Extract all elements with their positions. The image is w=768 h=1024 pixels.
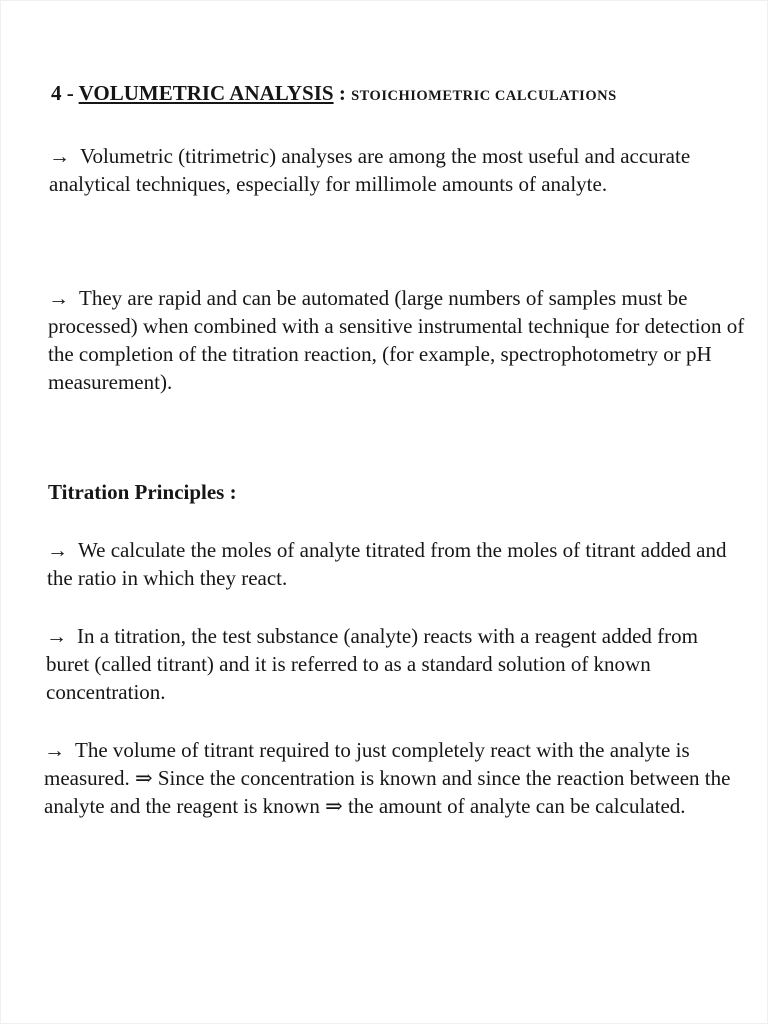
paragraph-text-part2: Since the concentration is known and since the reaction between the analyte and the reagent is known — [44, 766, 731, 818]
implies-arrow-icon: ⇒ — [134, 766, 153, 790]
paragraph-text-part1: The volume of titrant required to just completely react with the analyte is measured. — [44, 738, 690, 790]
title-subtitle: STOICHIOMETRIC CALCULATIONS — [351, 88, 617, 104]
right-arrow-icon: → — [48, 286, 69, 310]
paragraph-text: Volumetric (titrimetric) analyses are among the most useful and accurate analytical techniques, especially for millimole amounts of analyte. — [49, 144, 691, 196]
paragraph-moles-calculation — [47, 536, 747, 592]
title-separator: : — [333, 81, 352, 105]
section-number: 4 - — [51, 81, 74, 105]
right-arrow-icon: → — [49, 144, 70, 168]
right-arrow-icon: → — [46, 624, 67, 648]
right-arrow-icon: → — [47, 538, 68, 562]
section-heading-titration-principles: Titration Principles : — [48, 480, 237, 504]
paragraph-volumetric-intro — [49, 142, 749, 198]
paragraph-text-part3: the amount of analyte can be calculated. — [347, 794, 686, 818]
implies-arrow-icon: ⇒ — [325, 794, 343, 818]
paragraph-volume-measurement — [44, 736, 744, 820]
paragraph-text: We calculate the moles of analyte titrated from the moles of titrant added and the ratio in which they react. — [47, 538, 727, 590]
paragraph-text: They are rapid and can be automated (large numbers of samples must be processed) when combined with a sensitive instrumental technique for detection of the completion of the titration reaction, (for example, spectrophotometry or pH measurement). — [48, 286, 745, 394]
right-arrow-icon: → — [44, 738, 65, 762]
paragraph-titration-definition — [46, 622, 746, 706]
paragraph-rapid-automated — [48, 284, 748, 396]
paragraph-text: In a titration, the test substance (analyte) reacts with a reagent added from buret (called titrant) and it is referred to as a standard solution of known concentration. — [46, 624, 698, 704]
title-main: VOLUMETRIC ANALYSIS — [78, 81, 334, 105]
page-title — [51, 81, 617, 106]
